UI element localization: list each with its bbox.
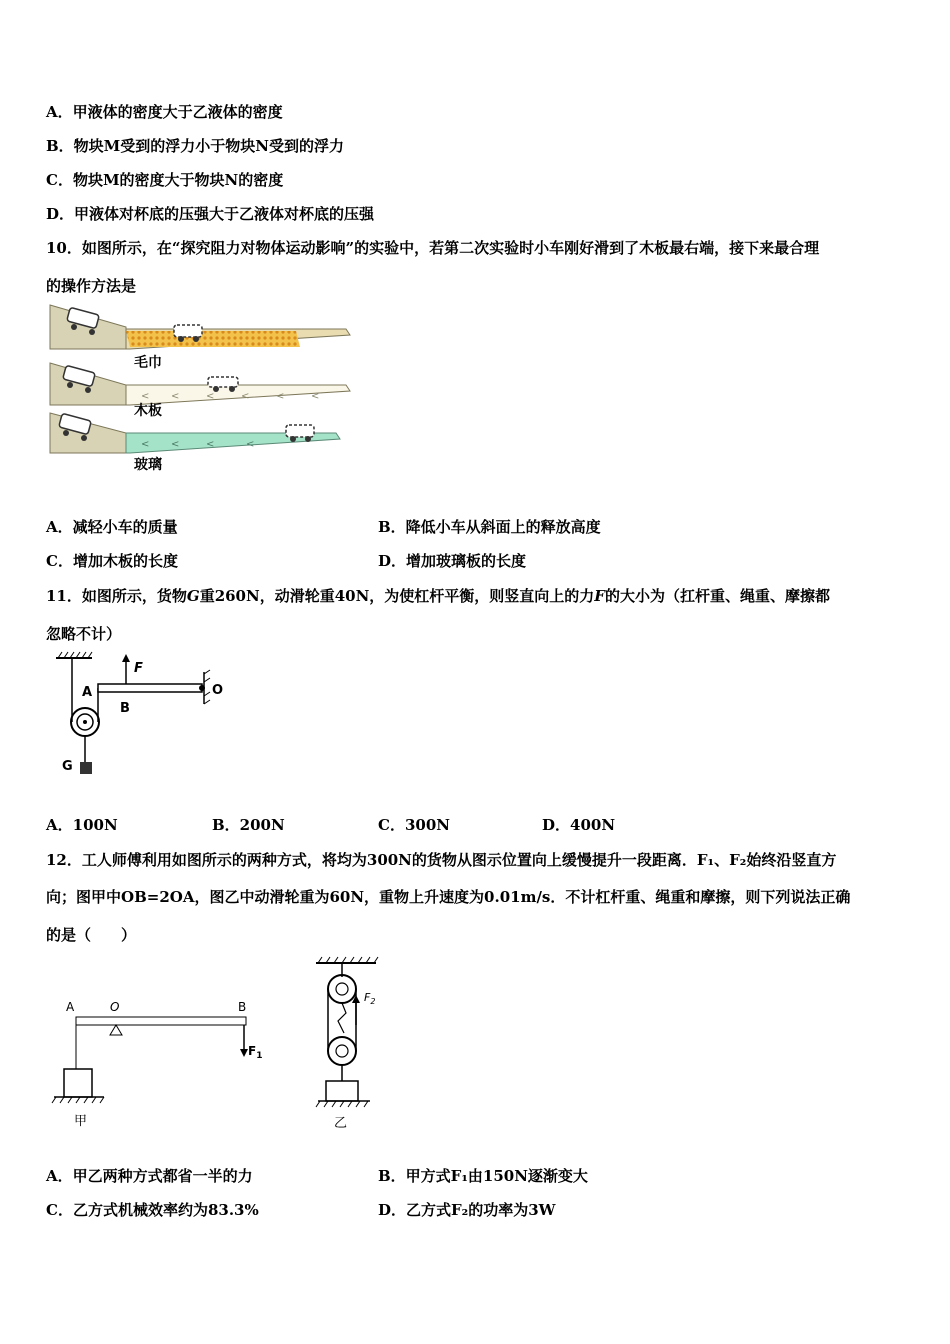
svg-text:<: < (206, 439, 215, 450)
q10-option-b: B．降低小车从斜面上的释放高度 (378, 518, 601, 536)
label-yi: 乙 (334, 1116, 348, 1131)
q9-option-c: C．物块M的密度大于物块N的密度 (46, 171, 284, 189)
q9-option-b: B．物块M受到的浮力小于物块N受到的浮力 (46, 137, 344, 155)
q11-option-d: D．400N (542, 816, 616, 834)
label-O: O (212, 683, 224, 698)
q12-option-c: C．乙方式机械效率约为83.3% (46, 1201, 259, 1219)
label-F: F (134, 661, 143, 676)
q11-stem-line1: 11．如图所示，货物G重260N，动滑轮重40N，为使杠杆平衡，则竖直向上的力F的大小为（扛杆重、绳重、摩擦都 (46, 587, 830, 605)
svg-text:<: < (141, 439, 150, 450)
svg-text:<: < (141, 391, 150, 402)
label-F1: F (248, 1044, 257, 1058)
label-O: O (110, 1000, 120, 1014)
label-F2: F (364, 991, 371, 1004)
q11-option-b: B．200N (212, 816, 285, 834)
q10-option-c: C．增加木板的长度 (46, 552, 178, 570)
label-wood: 木板 (134, 403, 162, 419)
label-glass: 玻璃 (134, 457, 162, 473)
cargo-box (326, 1081, 358, 1101)
svg-text:<: < (276, 391, 285, 402)
label-jia: 甲 (74, 1114, 88, 1129)
q10-ramp-figure (46, 305, 356, 475)
q12-option-d: D．乙方式F₂的功率为3W (378, 1201, 556, 1219)
svg-text:<: < (171, 391, 180, 402)
q12-option-b: B．甲方式F₁由150N逐渐变大 (378, 1167, 588, 1185)
q12-option-a: A．甲乙两种方式都省一半的力 (46, 1167, 253, 1185)
label-B: B (238, 1000, 247, 1014)
q10-option-d: D．增加玻璃板的长度 (378, 552, 527, 570)
q9-option-d: D．甲液体对杯底的压强大于乙液体对杯底的压强 (46, 205, 375, 223)
q12-figure-jia-lever (54, 995, 284, 1135)
q10-option-a: A．减轻小车的质量 (46, 518, 178, 536)
q12-stem-line2: 向；图甲中OB=2OA，图乙中动滑轮重为60N，重物上升速度为0.01m/s．不计杠杆重、绳重和摩擦，则下列说法正确 (46, 888, 851, 906)
q11-option-a: A．100N (46, 816, 118, 834)
svg-text:F2: $F_2$ (364, 991, 376, 1006)
svg-text:<: < (171, 439, 180, 450)
label-A: A (66, 1000, 75, 1014)
svg-text:<: < (311, 391, 320, 402)
svg-text:<: < (241, 391, 250, 402)
q12-stem-line3: 的是（ ） (46, 926, 137, 944)
q11-lever-pulley-figure (52, 652, 232, 782)
q9-option-a: A．甲液体的密度大于乙液体的密度 (46, 103, 283, 121)
cargo-box (64, 1069, 92, 1097)
weight-block (80, 762, 92, 774)
label-towel: 毛巾 (134, 355, 162, 371)
q10-stem-line1: 10．如图所示，在“探究阻力对物体运动影响”的实验中，若第二次实验时小车刚好滑到了木板最右端，接下来最合理 (46, 239, 820, 257)
svg-text:<: < (246, 439, 255, 450)
svg-text:F1: $F_1$ (248, 1044, 263, 1061)
q11-stem-line2: 忽略不计） (46, 625, 122, 643)
svg-text:<: < (206, 391, 215, 402)
label-G: G (62, 759, 73, 774)
q10-stem-line2: 的操作方法是 (46, 277, 137, 295)
label-B: B (120, 701, 130, 716)
q11-option-c: C．300N (378, 816, 450, 834)
q12-figure-yi-pulley (310, 955, 400, 1135)
q12-stem-line1: 12．工人师傅利用如图所示的两种方式，将均为300N的货物从图示位置向上缓慢提升一段距离．F₁、F₂始终沿竖直方 (46, 851, 837, 869)
label-A: A (82, 685, 93, 700)
